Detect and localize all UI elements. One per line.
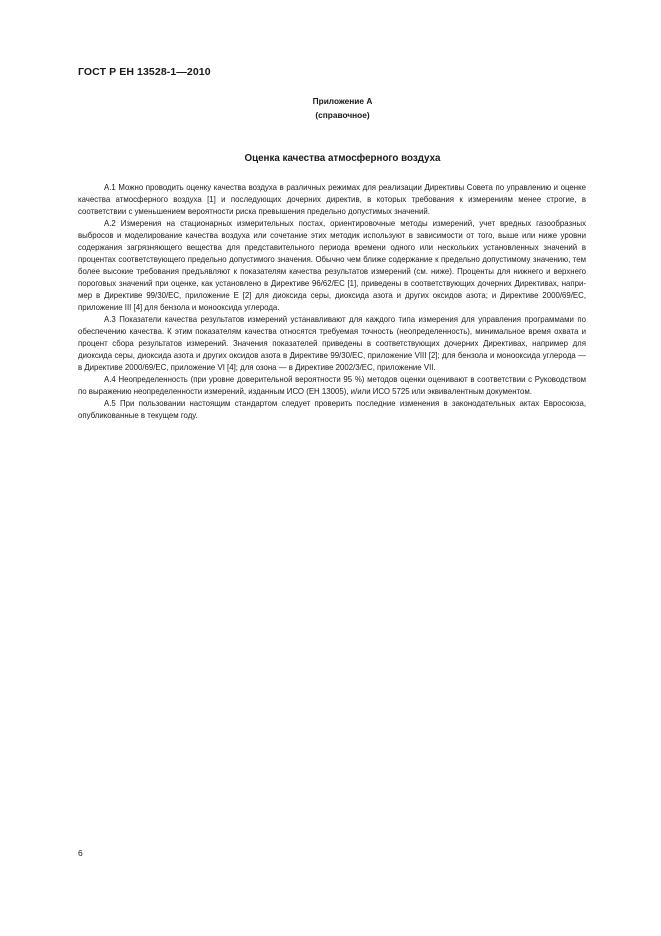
annex-title: Приложение А	[312, 96, 373, 106]
body-text	[78, 182, 586, 422]
paragraph-a5: А.5 При пользовании настоящим стандартом следует проверить последние изменения в законодательных актах Евросоюза, опубликованные в текущем году.	[78, 399, 586, 420]
paragraph-a4: А.4 Неопределенность (при уровне доверительной вероятности 95 %) методов оценки оценивают в соответствии с Руководством по выражению неопределенности измерений, изданным ИСО (ЕН 13005), и/или ИСО 5725 или эквивалентным документом.	[78, 375, 586, 396]
paragraph-a3: А.3 Показатели качества результатов измерений устанавливают для каждого типа измерения для управления программами по обеспечению качества. К этим показателям качества относятся требуемая точность (неопределенность), минимальное время охвата и процент сбора результатов измерений. Значения показателей приведены в соответствующих дочерних Директивах, например для диоксида серы, диоксида азота и других оксидов азота в Директиве 99/30/ЕС, приложение VIII [2]; для бензола и монооксида углерода — в Директиве 2000/69/ЕС, приложение VI [4]; для озона — в Директиве 2002/3/ЕС, приложение VII.	[78, 315, 586, 372]
section-title: Оценка качества атмосферного воздуха	[244, 153, 441, 164]
annex-note: (справочное)	[315, 110, 370, 120]
page-number: 6	[78, 848, 83, 858]
paragraph-a1: А.1 Можно проводить оценку качества воздуха в различных режимах для реализации Директивы Совета по управлению и оценке качества атмосферного воздуха [1] и последующих дочерних директив, в которых требования к измерениям менее строгие, в соответствии с уменьшением вероятности риска превышения предельно допустимых значений.	[78, 183, 586, 216]
paragraph-a2: А.2 Измерения на стационарных измерительных постах, ориентировочные методы измерений, учет вредных газообразных выбросов и моделирование качества воздуха или сочетание этих методик используют в зависимости от того, выше или ниже уровни содержания загрязняющего вещества для представительного периода времени одного или нескольких установленных значений в процентах соответствующего предельно допустимого значения. Обычно чем ближе содержание к предельно допустимому значению, тем более высокие требования предъявляют к показателям качества результатов измерений (см. ниже). Проценты для нижнего и верхнего пороговых значений при оценке, как установлено в Директиве 96/62/ЕС [1], приведены в соответствующих дочерних Директивах, например в Директиве 99/30/ЕС, приложение Е [2] для диоксида серы, диоксида азота и других оксидов азота; и Директиве 2000/69/ЕС, приложение III [4] для бензола и монооксида углерода.	[78, 219, 586, 312]
standard-header: ГОСТ Р ЕН 13528-1—2010	[78, 66, 211, 78]
